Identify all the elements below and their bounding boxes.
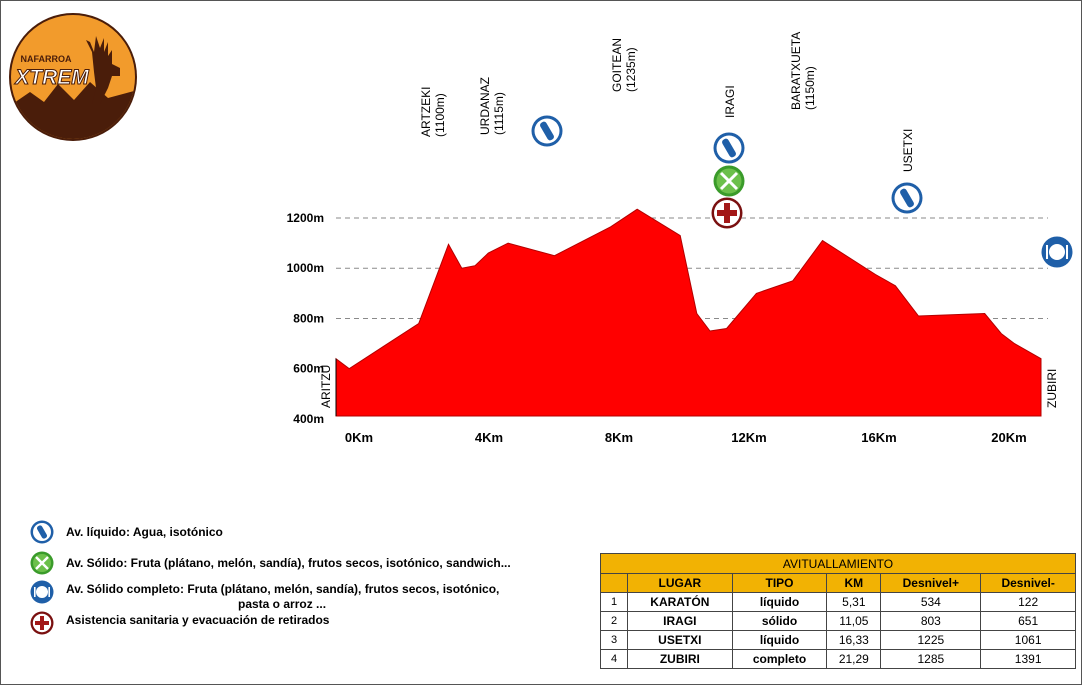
- table-title: AVITUALLAMIENTO: [601, 554, 1076, 574]
- logo-line1: NAFARROA: [20, 54, 72, 64]
- table-row: [601, 650, 1076, 669]
- table-cell: líquido: [732, 593, 827, 612]
- table-cell: USETXI: [628, 631, 733, 650]
- start-label: ARITZU: [319, 364, 333, 408]
- waypoint-label: IRAGI: [723, 85, 737, 118]
- y-tick-label: 600m: [293, 361, 324, 376]
- water-bottle-icon: [714, 133, 745, 164]
- table-header-desnivel-pos: Desnivel+: [881, 574, 981, 593]
- table-cell: 1391: [981, 650, 1076, 669]
- table-cell: 122: [981, 593, 1076, 612]
- x-tick-label: 16Km: [861, 430, 897, 445]
- y-tick-label: 1000m: [286, 261, 324, 276]
- legend-item-solid: [30, 551, 511, 575]
- table-row: [601, 631, 1076, 650]
- legend-text-complete-2: pasta o arroz ...: [238, 597, 327, 611]
- x-tick-label: 8Km: [604, 430, 634, 445]
- table-row: [601, 612, 1076, 631]
- table-cell: 16,33: [827, 631, 881, 650]
- plate-cutlery-icon: [1042, 237, 1073, 268]
- table-cell: 5,31: [827, 593, 881, 612]
- legend-text-liquid: Av. líquido: Agua, isotónico: [66, 525, 223, 539]
- water-bottle-icon: [892, 183, 923, 214]
- waypoint-elevation-label: (1100m): [433, 93, 447, 137]
- table-header-tipo: TIPO: [732, 574, 827, 593]
- plate-cutlery-icon: [30, 580, 54, 604]
- table-cell: 803: [881, 612, 981, 631]
- legend-item-complete: [30, 580, 499, 612]
- table-header-lugar: LUGAR: [628, 574, 733, 593]
- elevation-area: [336, 209, 1041, 416]
- waypoint-label: ARTZEKI: [419, 86, 433, 137]
- x-tick-label: 4Km: [474, 430, 504, 445]
- table-cell: 2: [601, 612, 628, 631]
- x-tick-label: 20Km: [991, 430, 1027, 445]
- waypoint-label: GOITEAN: [610, 37, 624, 92]
- waypoint-elevation-label: (1115m): [492, 92, 506, 135]
- aid-station-table: [600, 553, 1076, 669]
- table-header-desnivel-neg: Desnivel-: [981, 574, 1076, 593]
- table-cell: 534: [881, 593, 981, 612]
- table-row: [601, 593, 1076, 612]
- table-cell: sólido: [732, 612, 827, 631]
- waypoint-elevation-label: (1150m): [803, 66, 817, 110]
- table-cell: KARATÓN: [628, 593, 733, 612]
- logo-line2: XTREM: [15, 66, 89, 89]
- fork-knife-icon: [714, 166, 745, 197]
- y-tick-label: 800m: [293, 311, 324, 326]
- waypoint-label: BARATXUETA: [789, 31, 803, 110]
- water-bottle-icon: [532, 116, 563, 147]
- table-cell: 11,05: [827, 612, 881, 631]
- water-bottle-icon: [30, 520, 54, 544]
- table-cell: completo: [732, 650, 827, 669]
- table-cell: 1225: [881, 631, 981, 650]
- table-cell: 3: [601, 631, 628, 650]
- table-header-index: [601, 574, 628, 593]
- legend-text-medical: Asistencia sanitaria y evacuación de retirados: [66, 613, 330, 627]
- legend-text-complete-1: Av. Sólido completo: Fruta (plátano, melón, sandía), frutos secos, isotónico,: [66, 582, 500, 596]
- x-tick-label: 12Km: [731, 430, 767, 445]
- waypoint-label: URDANAZ: [478, 76, 492, 135]
- legend-item-liquid: [30, 520, 223, 544]
- waypoint-elevation-label: (1235m): [624, 47, 638, 92]
- waypoint-label: USETXI: [901, 128, 915, 172]
- table-cell: 1285: [881, 650, 981, 669]
- table-cell: 1: [601, 593, 628, 612]
- legend-item-medical: [30, 611, 329, 635]
- table-cell: 651: [981, 612, 1076, 631]
- table-cell: IRAGI: [628, 612, 733, 631]
- y-tick-label: 400m: [293, 412, 324, 426]
- table-header-km: KM: [827, 574, 881, 593]
- y-tick-label: 1200m: [286, 210, 324, 225]
- table-cell: 1061: [981, 631, 1076, 650]
- x-tick-label: 0Km: [344, 430, 374, 445]
- table-cell: 4: [601, 650, 628, 669]
- legend-text-solid: Av. Sólido: Fruta (plátano, melón, sandía), frutos secos, isotónico, sandwich...: [66, 556, 511, 570]
- table-cell: 21,29: [827, 650, 881, 669]
- fork-knife-icon: [30, 551, 54, 575]
- medical-cross-icon: [712, 198, 743, 229]
- table-cell: ZUBIRI: [628, 650, 733, 669]
- table-cell: líquido: [732, 631, 827, 650]
- medical-cross-icon: [30, 611, 54, 635]
- end-label: ZUBIRI: [1045, 368, 1059, 408]
